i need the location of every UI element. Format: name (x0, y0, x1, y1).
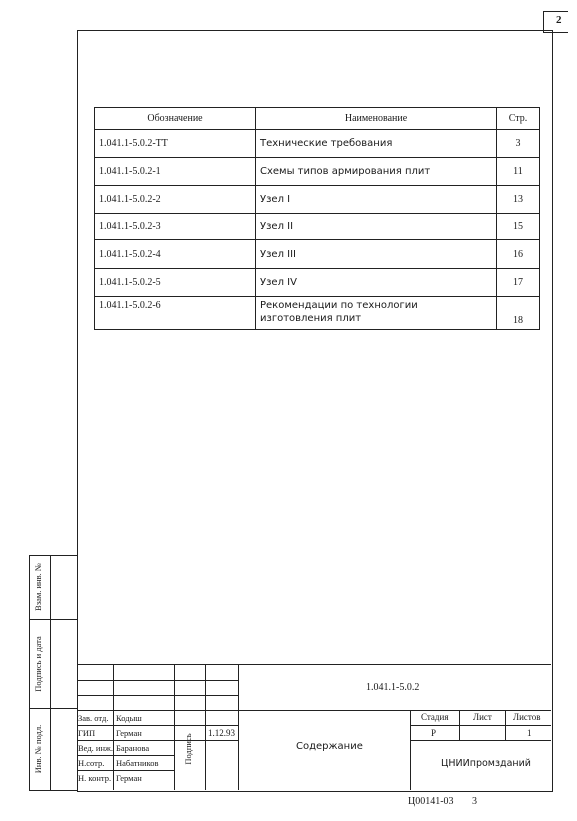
row-code: 1.041.1-5.0.2-5 (95, 269, 256, 297)
header-page: Стр. (497, 108, 540, 130)
staff-role: Н. контр. (78, 773, 112, 783)
row-page: 3 (497, 130, 540, 158)
signature-label: Подпись (183, 733, 193, 765)
row-name (256, 297, 497, 330)
stage-label: Стадия (421, 712, 449, 722)
row-name: Узел II (256, 214, 497, 240)
row-page: 16 (497, 240, 540, 269)
row-page: 11 (497, 158, 540, 186)
document-designation: 1.041.1-5.0.2 (366, 682, 420, 693)
sheet-label: Лист (473, 712, 492, 722)
stamp-inv-podl: Инв. № подл. (33, 724, 43, 774)
stamp-podpis-data: Подпись и дата (33, 636, 43, 692)
row-code: 1.041.1-5.0.2-3 (95, 214, 256, 240)
row-page: 17 (497, 269, 540, 297)
staff-role: Вед. инж. (78, 743, 114, 753)
row-name: Узел I (256, 186, 497, 214)
table-row (95, 269, 540, 297)
row-name: Узел III (256, 240, 497, 269)
staff-role: Н.сотр. (78, 758, 105, 768)
stage-value: Р (431, 728, 437, 738)
header-name: Наименование (256, 108, 497, 130)
sheets-value: 1 (527, 728, 532, 738)
row-code: 1.041.1-5.0.2-2 (95, 186, 256, 214)
sign-date: 1.12.93 (208, 728, 235, 738)
row-name-line: Рекомендации по технологии (260, 300, 418, 311)
row-page: 13 (497, 186, 540, 214)
row-page: 18 (497, 297, 540, 330)
contents-table (94, 107, 540, 330)
staff-name: Герман (116, 773, 142, 783)
table-row (95, 240, 540, 269)
table-row (95, 130, 540, 158)
page-number: 2 (556, 14, 562, 26)
organization: ЦНИИпромзданий (441, 758, 531, 769)
stamp-vzam: Взам. инв. № (33, 563, 43, 611)
document-title: Содержание (296, 741, 363, 752)
row-name: Схемы типов армирования плит (256, 158, 497, 186)
footer-number: 3 (472, 796, 477, 807)
staff-name: Баранова (116, 743, 150, 753)
table-row (95, 158, 540, 186)
row-name: Технические требования (256, 130, 497, 158)
staff-role: Зав. отд. (78, 713, 109, 723)
row-code: 1.041.1-5.0.2-ТТ (95, 130, 256, 158)
staff-name: Герман (116, 728, 142, 738)
row-code: 1.041.1-5.0.2-6 (95, 297, 256, 330)
row-name-line: изготовления плит (260, 313, 362, 324)
footer-code: Ц00141-03 (408, 796, 454, 807)
table-row (95, 214, 540, 240)
row-code: 1.041.1-5.0.2-4 (95, 240, 256, 269)
staff-role: ГИП (78, 728, 96, 738)
table-row (95, 186, 540, 214)
row-code: 1.041.1-5.0.2-1 (95, 158, 256, 186)
staff-name: Набатников (116, 758, 159, 768)
table-row (95, 297, 540, 330)
row-page: 15 (497, 214, 540, 240)
staff-name: Кодыш (116, 713, 142, 723)
sheets-label: Листов (513, 712, 541, 722)
header-code: Обозначение (95, 108, 256, 130)
row-name: Узел IV (256, 269, 497, 297)
